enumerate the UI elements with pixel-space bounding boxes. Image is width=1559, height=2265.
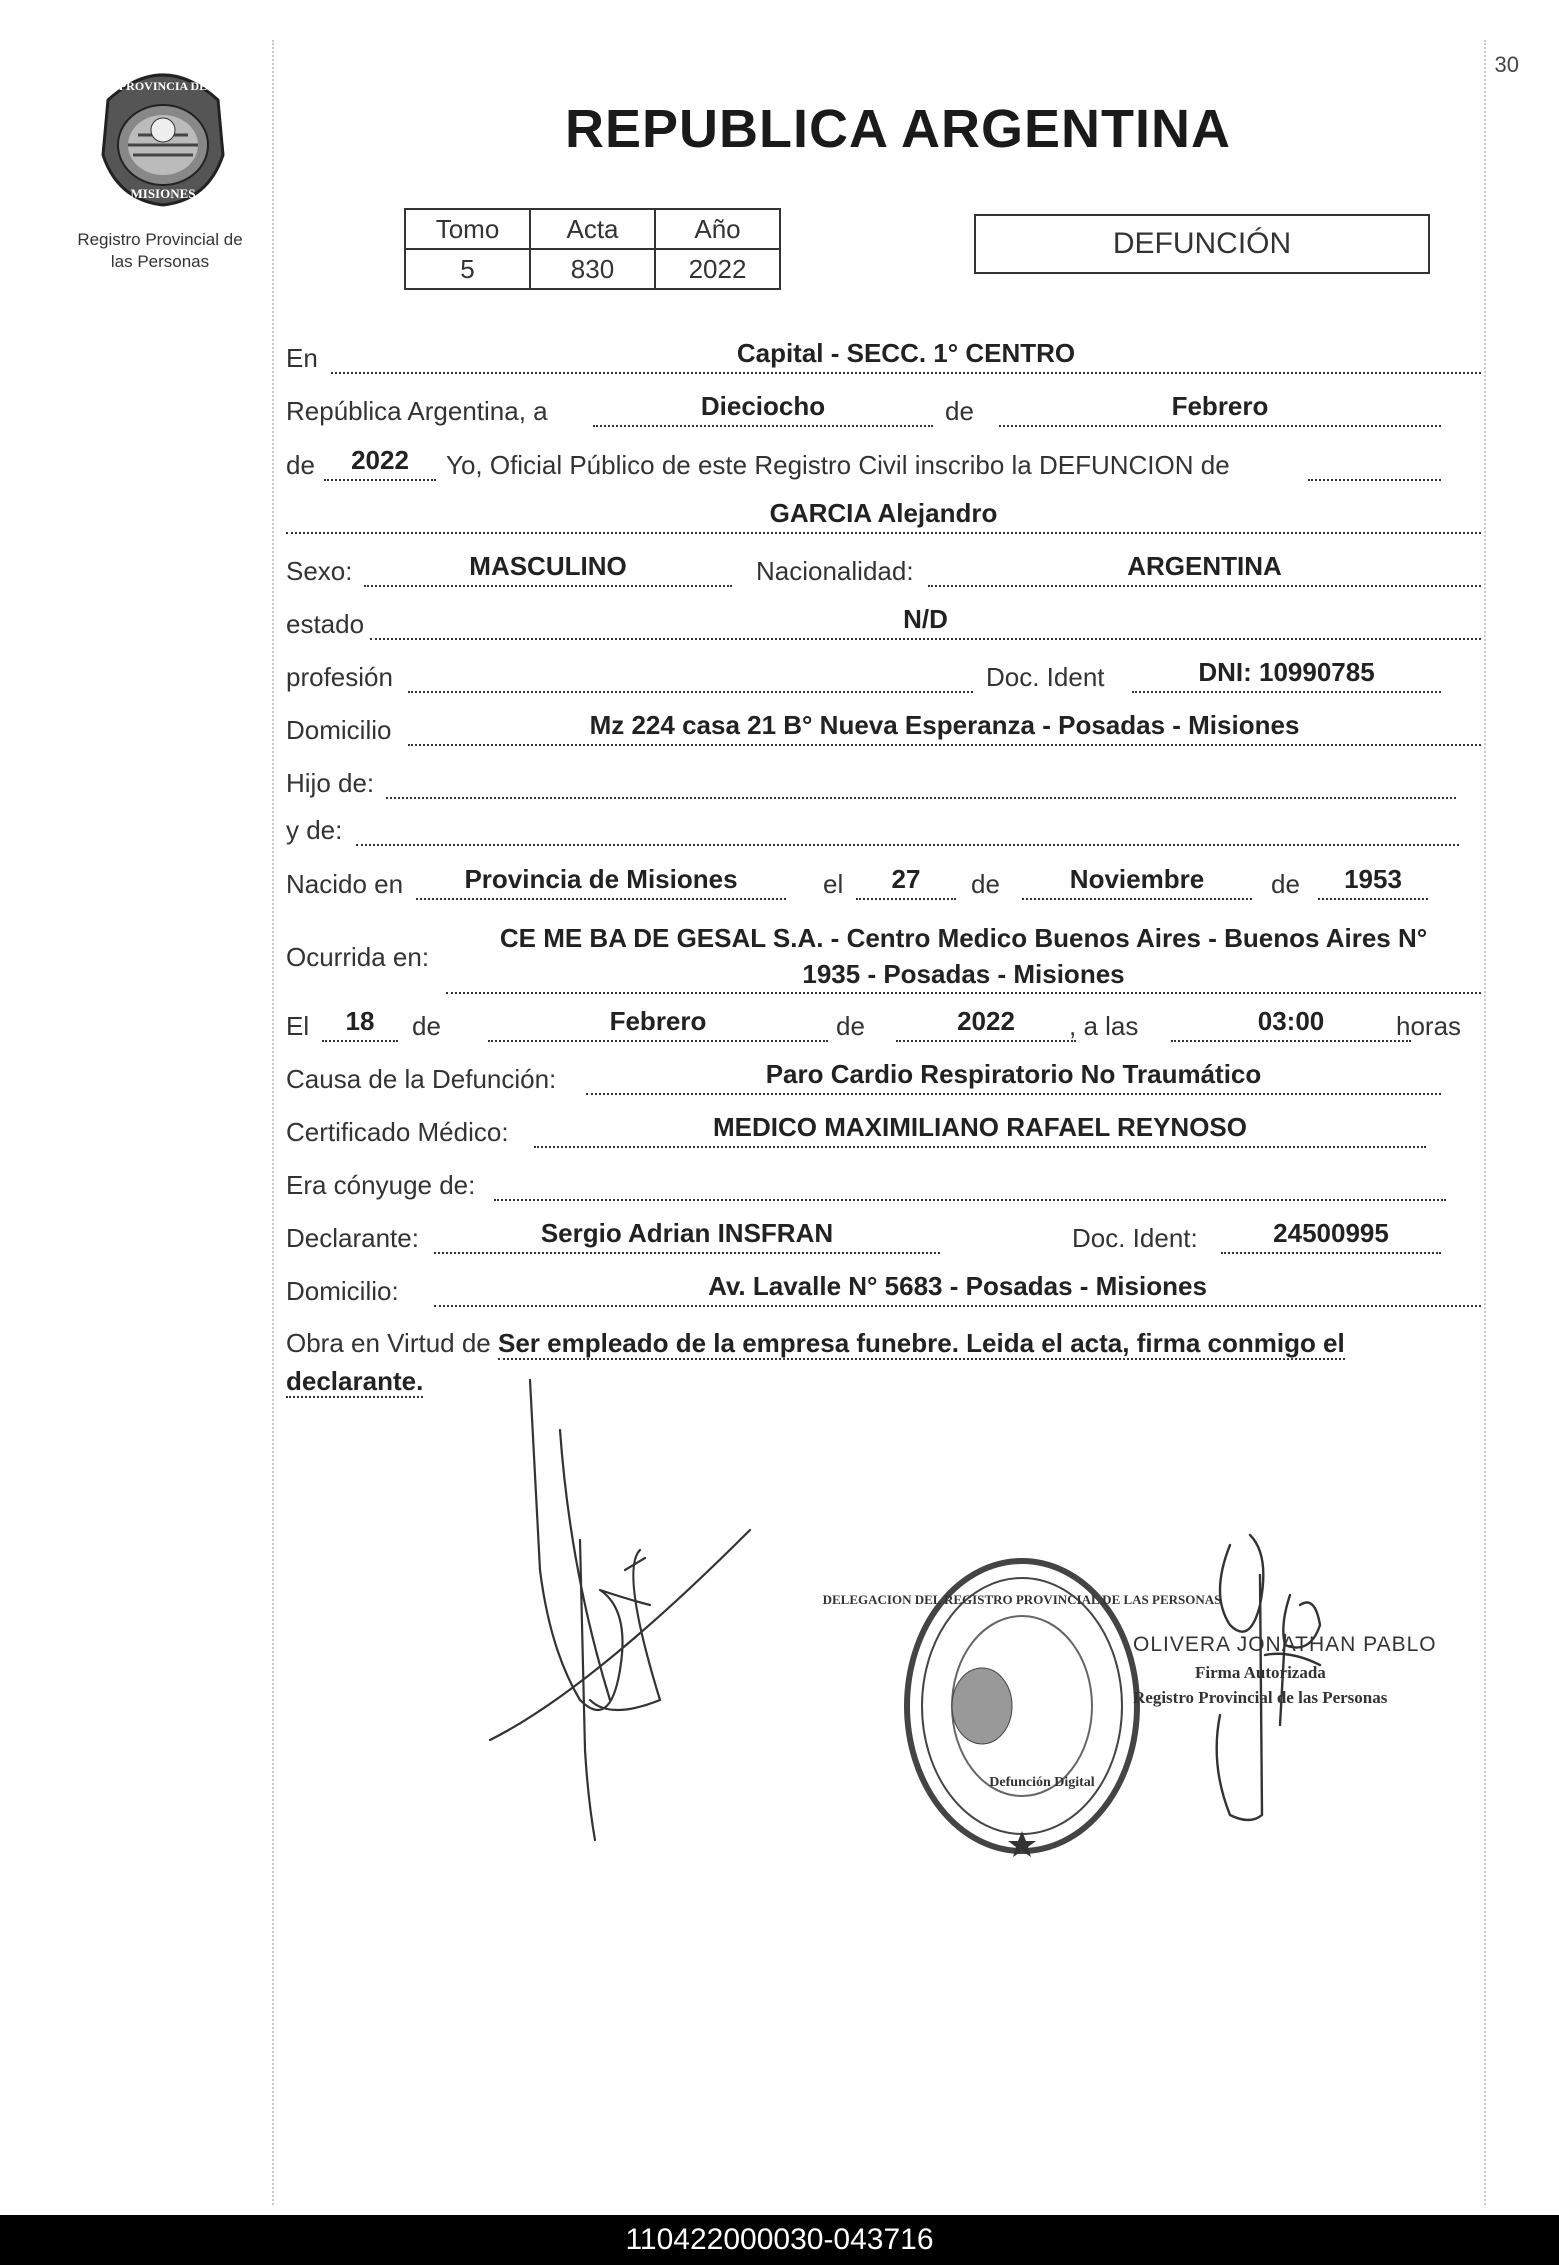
row-sexo xyxy=(286,553,1481,593)
registry-line-1: Registro Provincial de xyxy=(77,230,243,249)
domicilio-label: Domicilio xyxy=(286,715,392,745)
de-anio-label: de xyxy=(286,450,315,480)
estado-value: N/D xyxy=(370,600,1481,640)
declarante-label: Declarante: xyxy=(286,1223,419,1253)
nacionalidad-value: ARGENTINA xyxy=(928,547,1481,587)
decl-doc-value: 24500995 xyxy=(1221,1214,1441,1254)
obra-value-1: Ser empleado de la empresa funebre. Leida el acta, firma conmigo el xyxy=(498,1328,1345,1358)
conyuge-label: Era cónyuge de: xyxy=(286,1170,476,1200)
row-estado xyxy=(286,606,1481,646)
barcode-bar xyxy=(0,2215,1559,2265)
de-label: de xyxy=(945,396,974,426)
obra-value-2: declarante. xyxy=(286,1366,424,1396)
ocurrida-value xyxy=(446,920,1481,994)
official-signature xyxy=(1190,1515,1350,1825)
page-number: 30 xyxy=(1494,52,1519,77)
left-margin-line xyxy=(272,40,274,2205)
yde-value xyxy=(356,806,1459,846)
row-ocurrida xyxy=(286,918,1481,998)
def-hora-value: 03:00 xyxy=(1171,1002,1411,1042)
declarante-value: Sergio Adrian INSFRAN xyxy=(434,1214,940,1254)
inscribo-blank xyxy=(1308,441,1441,481)
row-domicilio xyxy=(286,712,1481,752)
acta-header-acta: Acta xyxy=(530,209,655,249)
declarant-signature xyxy=(470,1370,770,1860)
row-inscribo xyxy=(286,447,1481,487)
registry-label xyxy=(40,229,280,273)
certificado-label: Certificado Médico: xyxy=(286,1117,509,1147)
doc-ident-label: Doc. Ident xyxy=(986,662,1105,692)
alas-label: , a las xyxy=(1069,1011,1139,1041)
acta-header-anio: Año xyxy=(655,209,780,249)
doc-ident-value: DNI: 10990785 xyxy=(1132,653,1441,693)
nombre-value: GARCIA Alejandro xyxy=(286,494,1481,534)
row-en xyxy=(286,340,1481,380)
nacionalidad-label: Nacionalidad: xyxy=(756,556,914,586)
row-hijo xyxy=(286,765,1481,805)
provincial-seal-logo xyxy=(88,60,238,210)
ocurrida-line-2: 1935 - Posadas - Misiones xyxy=(802,959,1125,989)
def-anio-value: 2022 xyxy=(896,1002,1076,1042)
horas-label: horas xyxy=(1396,1011,1462,1041)
stamp-ring-text: DELEGACION DEL REGISTRO PROVINCIAL DE LAS PERSONAS xyxy=(822,1592,1222,1607)
def-de-label-1: de xyxy=(412,1011,441,1041)
ocurrida-label: Ocurrida en: xyxy=(286,942,430,972)
row-fecha-defuncion xyxy=(286,1008,1481,1048)
mes-value: Febrero xyxy=(999,387,1441,427)
registry-stamp xyxy=(822,1556,1222,1856)
row-nombre xyxy=(286,500,1481,540)
row-certificado xyxy=(286,1114,1481,1154)
en-value: Capital - SECC. 1° CENTRO xyxy=(331,334,1481,374)
row-declarante xyxy=(286,1220,1481,1260)
profesion-label: profesión xyxy=(286,662,393,692)
acta-value-tomo: 5 xyxy=(405,249,530,289)
nac-de-label-1: de xyxy=(971,869,1000,899)
causa-value: Paro Cardio Respiratorio No Traumático xyxy=(586,1055,1441,1095)
nacido-value: Provincia de Misiones xyxy=(416,860,786,900)
dia-value: Dieciocho xyxy=(593,387,933,427)
row-fecha xyxy=(286,393,1481,433)
row-profesion xyxy=(286,659,1481,699)
acta-value-acta: 830 xyxy=(530,249,655,289)
anio-value: 2022 xyxy=(324,441,436,481)
yde-label: y de: xyxy=(286,815,343,845)
row-obra xyxy=(286,1324,1481,1400)
nac-anio-value: 1953 xyxy=(1318,860,1428,900)
def-de-label-2: de xyxy=(836,1011,865,1041)
inscribo-text: Yo, Oficial Público de este Registro Civil inscribo la DEFUNCION de xyxy=(446,450,1230,480)
ocurrida-line-1: CE ME BA DE GESAL S.A. - Centro Medico Buenos Aires - Buenos Aires N° xyxy=(499,923,1428,953)
sexo-value: MASCULINO xyxy=(364,547,732,587)
decl-doc-label: Doc. Ident: xyxy=(1072,1223,1198,1253)
barcode-text: 110422000030-043716 xyxy=(625,2223,934,2256)
nac-mes-value: Noviembre xyxy=(1022,860,1252,900)
certificado-value: MEDICO MAXIMILIANO RAFAEL REYNOSO xyxy=(534,1108,1426,1148)
official-org: Registro Provincial de las Personas xyxy=(1133,1688,1388,1707)
logo-bottom-text: MISIONES xyxy=(130,186,196,201)
official-name: OLIVERA JONATHAN PABLO xyxy=(1133,1633,1437,1656)
hijo-label: Hijo de: xyxy=(286,768,375,798)
obra-label: Obra en Virtud de xyxy=(286,1328,491,1358)
el-label: el xyxy=(823,869,844,899)
republica-label: República Argentina, a xyxy=(286,396,548,426)
stamp-inner-text: Defunción Digital xyxy=(989,1775,1095,1790)
row-decl-domicilio xyxy=(286,1273,1481,1313)
document-type-box: DEFUNCIÓN xyxy=(974,214,1430,274)
conyuge-value xyxy=(494,1161,1446,1201)
right-margin-line xyxy=(1484,40,1486,2205)
registry-line-2: las Personas xyxy=(110,252,210,271)
sexo-label: Sexo: xyxy=(286,556,353,586)
acta-header-tomo: Tomo xyxy=(405,209,530,249)
row-causa xyxy=(286,1061,1481,1101)
nac-de-label-2: de xyxy=(1271,869,1300,899)
decl-dom-label: Domicilio: xyxy=(286,1276,399,1306)
profesion-value xyxy=(408,653,973,693)
acta-value-anio: 2022 xyxy=(655,249,780,289)
official-role: Firma Autorizada xyxy=(1195,1663,1326,1682)
el2-label: El xyxy=(286,1011,310,1041)
nacido-label: Nacido en xyxy=(286,869,404,899)
decl-dom-value: Av. Lavalle N° 5683 - Posadas - Misiones xyxy=(434,1267,1481,1307)
acta-table xyxy=(404,208,781,290)
row-nacido xyxy=(286,866,1481,906)
logo-top-text: PROVINCIA DE xyxy=(118,79,208,93)
domicilio-value: Mz 224 casa 21 B° Nueva Esperanza - Posadas - Misiones xyxy=(408,706,1481,746)
row-conyuge xyxy=(286,1167,1481,1207)
page-title: REPUBLICA ARGENTINA xyxy=(565,99,1231,159)
estado-label: estado xyxy=(286,609,365,639)
def-mes-value: Febrero xyxy=(488,1002,828,1042)
en-label: En xyxy=(286,343,318,373)
nac-dia-value: 27 xyxy=(856,860,956,900)
hijo-value xyxy=(386,759,1456,799)
causa-label: Causa de la Defunción: xyxy=(286,1064,557,1094)
def-dia-value: 18 xyxy=(322,1002,398,1042)
row-yde xyxy=(286,812,1481,852)
